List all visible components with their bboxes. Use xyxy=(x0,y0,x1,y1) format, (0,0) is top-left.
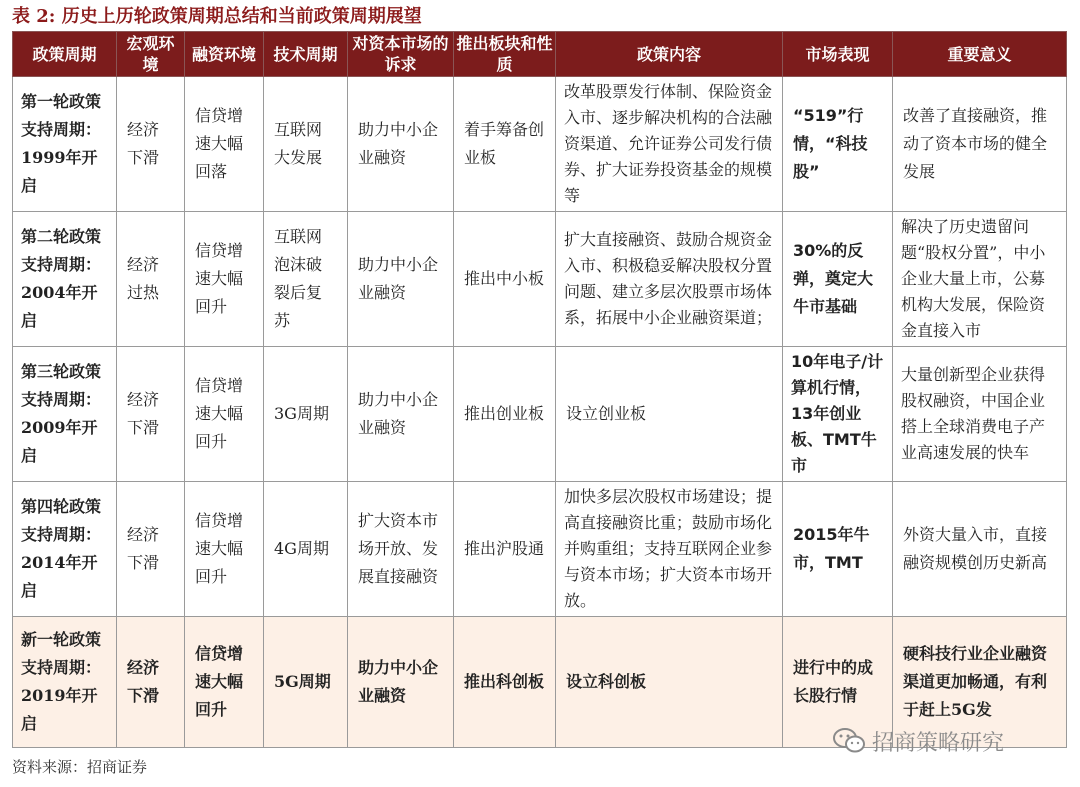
cell-demand: 扩大资本市场开放、发展直接融资 xyxy=(348,482,454,617)
cell-tech: 互联网泡沫破裂后复苏 xyxy=(264,212,348,347)
source-note: 资料来源：招商证券 xyxy=(12,758,148,776)
cell-cycle: 第三轮政策支持周期：2009年开启 xyxy=(13,347,117,482)
watermark-label: 招商策略研究 xyxy=(872,730,1005,756)
cell-macro: 经济下滑 xyxy=(117,77,185,212)
cell-demand: 助力中小企业融资 xyxy=(348,347,454,482)
cell-meaning: 硬科技行业企业融资渠道更加畅通，有利于赶上5G发 xyxy=(893,617,1067,748)
policy-cycle-table xyxy=(12,31,1067,748)
cell-tech: 3G周期 xyxy=(264,347,348,482)
cell-demand: 助力中小企业融资 xyxy=(348,77,454,212)
cell-meaning: 大量创新型企业获得股权融资，中国企业搭上全球消费电子产业高速发展的快车 xyxy=(893,347,1067,482)
col-header-meaning: 重要意义 xyxy=(893,32,1067,77)
table-row xyxy=(13,482,1067,617)
cell-meaning: 改善了直接融资，推动了资本市场的健全发展 xyxy=(893,77,1067,212)
cell-policy: 扩大直接融资、鼓励合规资金入市、积极稳妥解决股权分置问题、建立多层次股票市场体系，拓展中小企业融资渠道； xyxy=(556,212,783,347)
cell-demand: 助力中小企业融资 xyxy=(348,212,454,347)
cell-policy: 设立创业板 xyxy=(556,347,783,482)
table-row xyxy=(13,212,1067,347)
cell-macro: 经济下滑 xyxy=(117,347,185,482)
cell-cycle: 第二轮政策支持周期：2004年开启 xyxy=(13,212,117,347)
cell-meaning: 解决了历史遗留问题“股权分置”，中小企业大量上市，公募机构大发展，保险资金直接入市 xyxy=(893,212,1067,347)
cell-market: 进行中的成长股行情 xyxy=(783,617,893,748)
cell-board: 推出沪股通 xyxy=(454,482,556,617)
cell-market: “519”行情，“科技股” xyxy=(783,77,893,212)
cell-board: 推出科创板 xyxy=(454,617,556,748)
cell-board: 推出中小板 xyxy=(454,212,556,347)
table-row xyxy=(13,77,1067,212)
cell-policy: 加快多层次股权市场建设；提高直接融资比重；鼓励市场化并购重组；支持互联网企业参与资本市场；扩大资本市场开放。 xyxy=(556,482,783,617)
wechat-icon xyxy=(832,727,866,755)
cell-macro: 经济下滑 xyxy=(117,617,185,748)
table-title: 表 2: 历史上历轮政策周期总结和当前政策周期展望 xyxy=(12,6,422,27)
cell-cycle: 新一轮政策支持周期：2019年开启 xyxy=(13,617,117,748)
cell-macro: 经济下滑 xyxy=(117,482,185,617)
wechat-watermark xyxy=(832,724,1004,758)
col-header-cycle: 政策周期 xyxy=(13,32,117,77)
cell-macro: 经济过热 xyxy=(117,212,185,347)
col-header-market: 市场表现 xyxy=(783,32,893,77)
col-header-finance: 融资环境 xyxy=(185,32,264,77)
cell-tech: 互联网大发展 xyxy=(264,77,348,212)
cell-board: 推出创业板 xyxy=(454,347,556,482)
cell-tech: 4G周期 xyxy=(264,482,348,617)
cell-board: 着手筹备创业板 xyxy=(454,77,556,212)
cell-cycle: 第四轮政策支持周期：2014年开启 xyxy=(13,482,117,617)
cell-market: 30%的反弹，奠定大牛市基础 xyxy=(783,212,893,347)
cell-market: 2015年牛市，TMT xyxy=(783,482,893,617)
col-header-tech: 技术周期 xyxy=(264,32,348,77)
col-header-demand: 对资本市场的诉求 xyxy=(348,32,454,77)
col-header-macro: 宏观环境 xyxy=(117,32,185,77)
table-row xyxy=(13,347,1067,482)
cell-market: 10年电子/计算机行情，13年创业板、TMT牛市 xyxy=(783,347,893,482)
cell-finance: 信贷增速大幅回落 xyxy=(185,77,264,212)
col-header-policy: 政策内容 xyxy=(556,32,783,77)
cell-finance: 信贷增速大幅回升 xyxy=(185,482,264,617)
cell-tech: 5G周期 xyxy=(264,617,348,748)
cell-finance: 信贷增速大幅回升 xyxy=(185,617,264,748)
cell-policy: 改革股票发行体制、保险资金入市、逐步解决机构的合法融资渠道、允许证券公司发行债券、扩大证券投资基金的规模等 xyxy=(556,77,783,212)
col-header-board: 推出板块和性质 xyxy=(454,32,556,77)
cell-finance: 信贷增速大幅回升 xyxy=(185,347,264,482)
cell-meaning: 外资大量入市，直接融资规模创历史新高 xyxy=(893,482,1067,617)
cell-demand: 助力中小企业融资 xyxy=(348,617,454,748)
cell-finance: 信贷增速大幅回升 xyxy=(185,212,264,347)
cell-policy: 设立科创板 xyxy=(556,617,783,748)
cell-cycle: 第一轮政策支持周期：1999年开启 xyxy=(13,77,117,212)
header-row xyxy=(13,32,1067,77)
